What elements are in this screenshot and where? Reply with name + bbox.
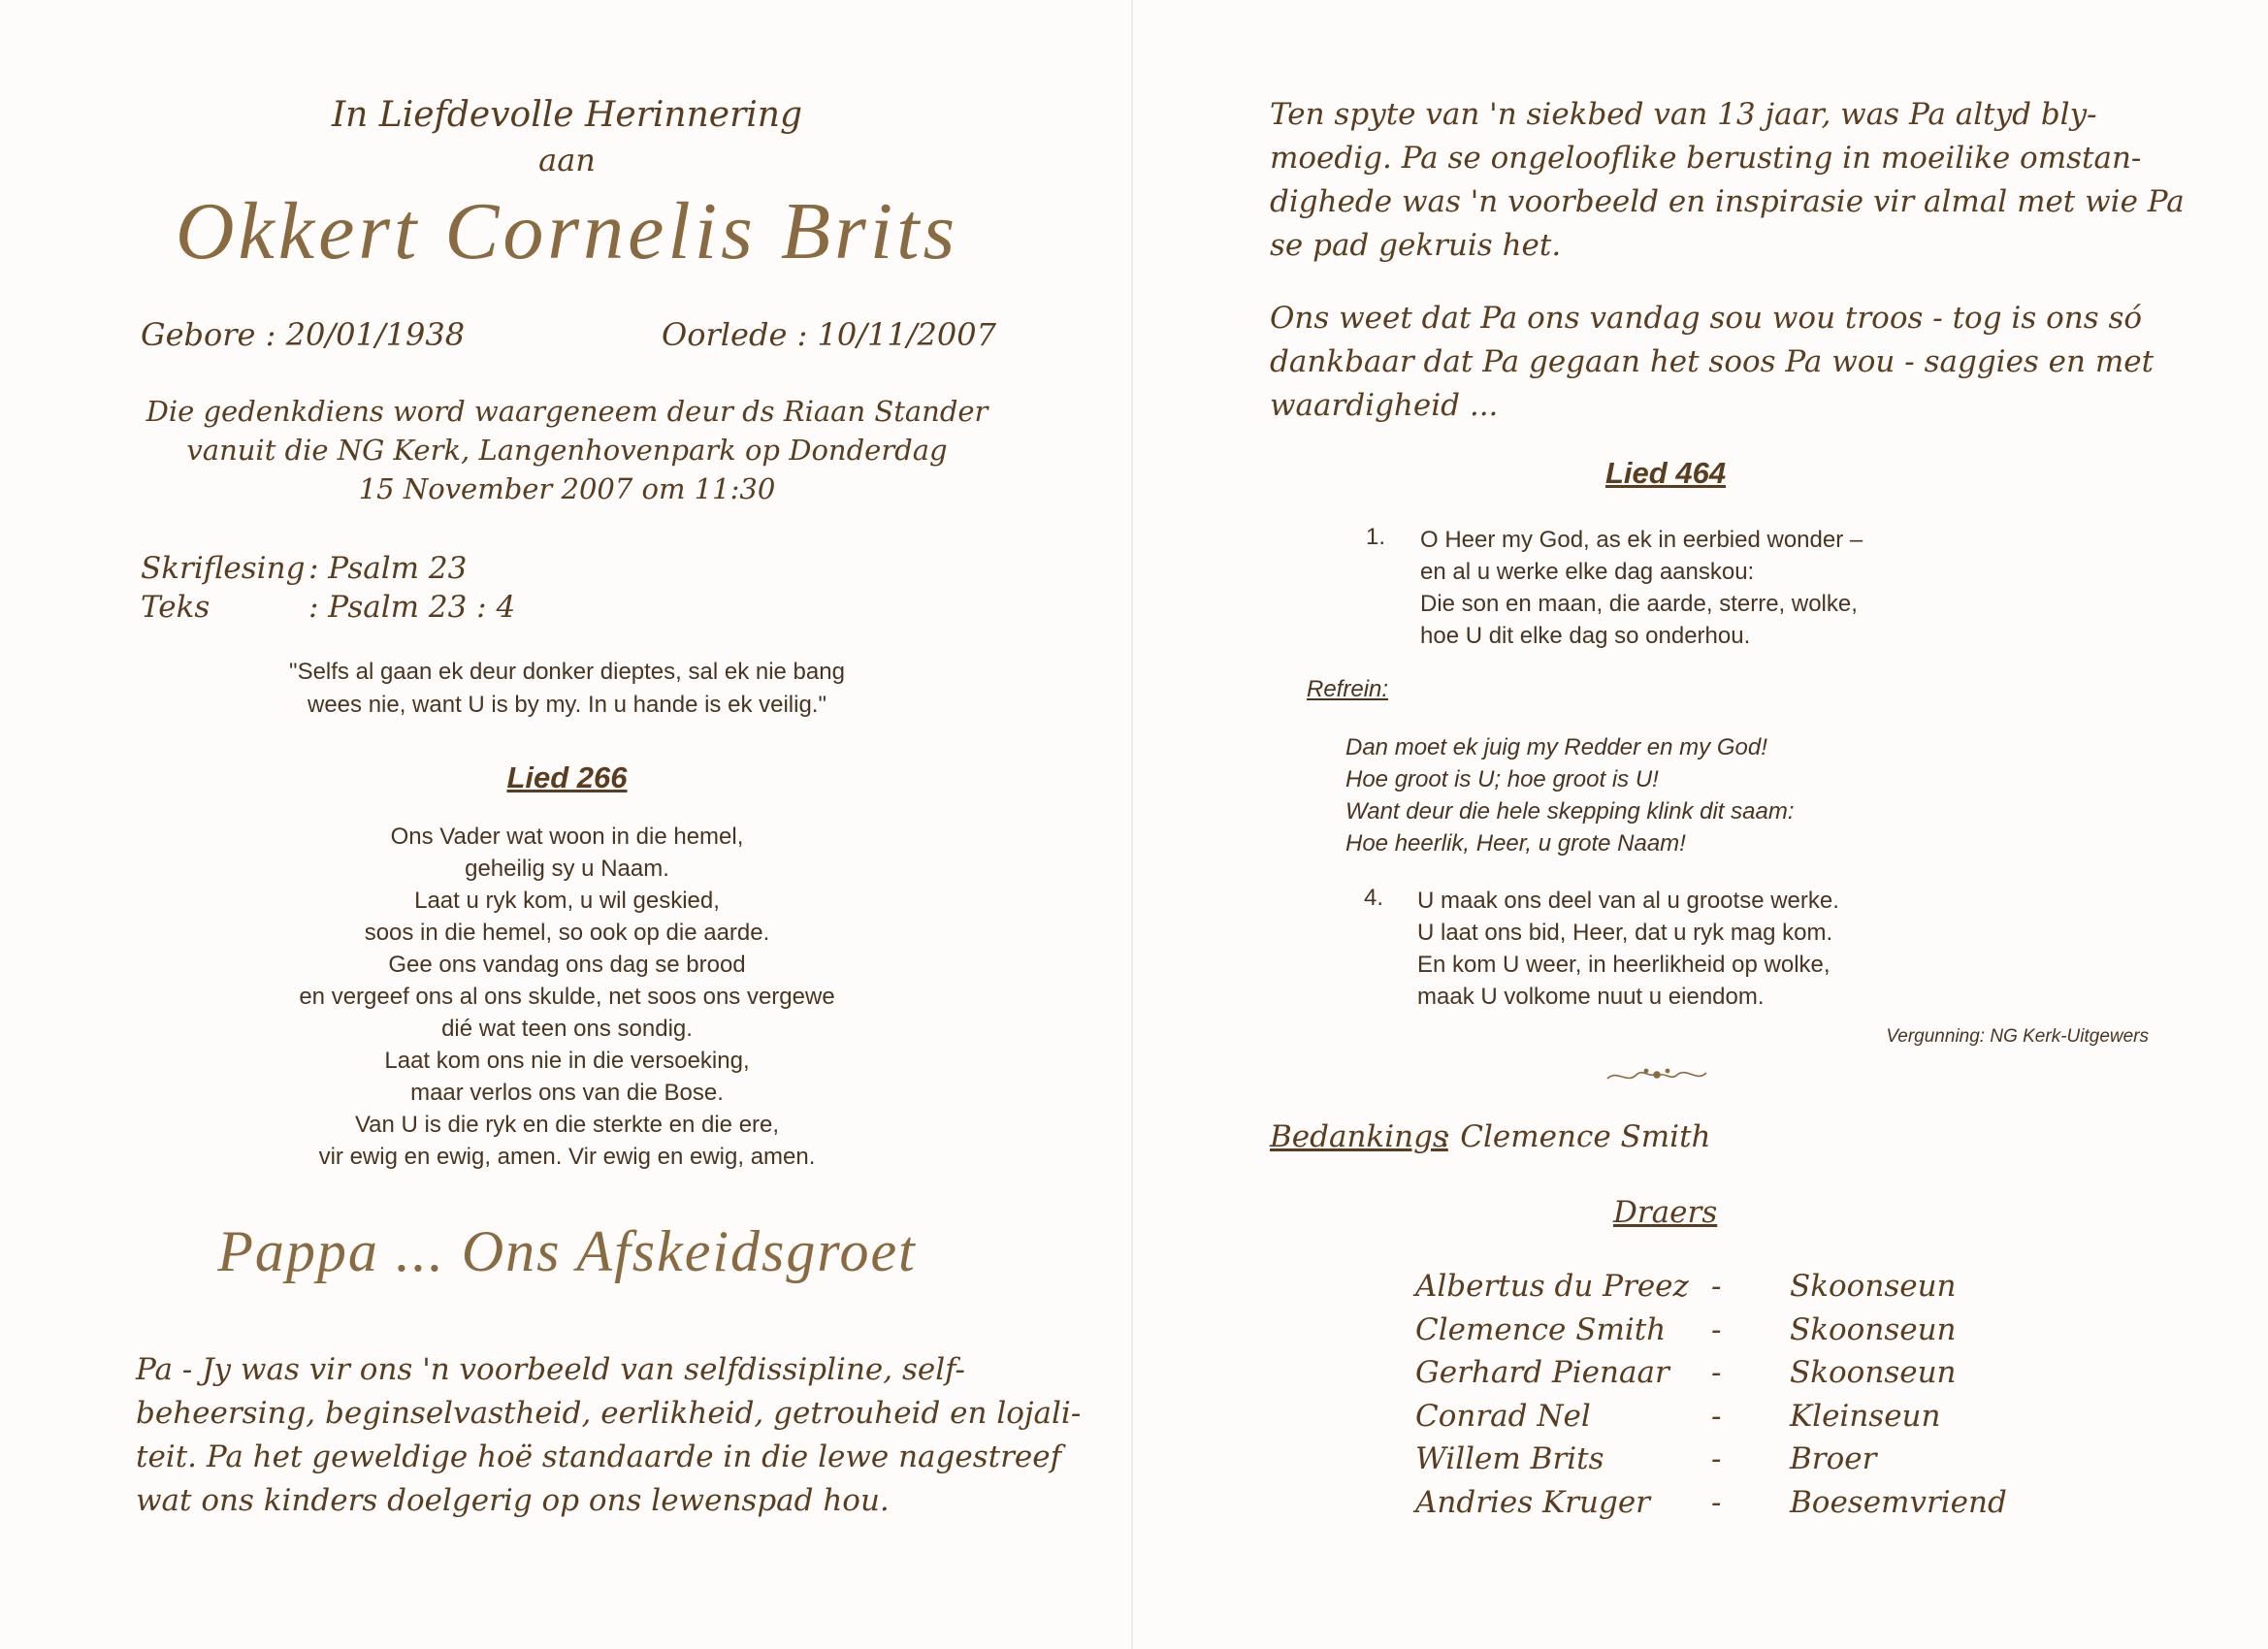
- tribute-paragraph-1: [1270, 93, 2185, 268]
- quote-line: wees nie, want U is by my. In u hande is ek veilig.": [308, 692, 826, 718]
- hymn-line: Van U is die ryk en die sterkte en die ere,: [354, 1112, 780, 1138]
- death-date: Oorlede : 10/11/2007: [662, 316, 996, 353]
- verse-line: Die son en maan, die aarde, sterre, wolke,: [1420, 591, 1858, 617]
- verse-1-number: 1.: [1366, 524, 1386, 550]
- farewell-line: Pa - Jy was vir ons 'n voorbeeld van selfdissipline, self-: [136, 1352, 965, 1387]
- bearer-name: Andries Kruger: [1415, 1484, 1650, 1520]
- scripture-quote: [58, 656, 1076, 722]
- bearer-dash: -: [1711, 1398, 1722, 1434]
- bearer-name: Gerhard Pienaar: [1415, 1355, 1669, 1390]
- bearer-relation: Skoonseun: [1790, 1269, 1957, 1304]
- quote-line: "Selfs al gaan ek deur donker dieptes, sal ek nie bang: [289, 659, 845, 685]
- hymn-line: Gee ons vandag ons dag se brood: [388, 952, 746, 978]
- service-line: Die gedenkdiens word waargeneem deur ds Riaan Stander: [146, 395, 988, 428]
- paragraph-line: se pad gekruis het.: [1270, 228, 1562, 263]
- service-line: 15 November 2007 om 11:30: [358, 472, 776, 505]
- farewell-line: beheersing, beginselvastheid, eerlikheid, getrouheid en lojali-: [136, 1396, 1082, 1431]
- bearer-relation: Skoonseun: [1790, 1355, 1957, 1390]
- hymn-line: geheilig sy u Naam.: [465, 856, 669, 882]
- bearer-relation: Kleinseun: [1790, 1398, 1941, 1434]
- farewell-line: teit. Pa het geweldige hoë standaarde in die lewe nagestreef: [136, 1439, 1062, 1474]
- hymn-464-title: Lied 464: [1605, 456, 1727, 490]
- hymn-line: en vergeef ons al ons skulde, net soos ons vergewe: [299, 984, 835, 1010]
- thanks-value: : Clemence Smith: [1441, 1119, 1711, 1154]
- verse-4-number: 4.: [1364, 885, 1384, 911]
- verse-line: en al u werke elke dag aanskou:: [1420, 559, 1755, 585]
- paragraph-line: dankbaar dat Pa gegaan het soos Pa wou - saggies en met: [1270, 344, 2155, 379]
- tribute-paragraph-2: [1270, 297, 2154, 428]
- scripture-value: : Psalm 23: [308, 551, 468, 586]
- ornament-divider-icon: [1604, 1065, 1710, 1086]
- refrain-line: Dan moet ek juig my Redder en my God!: [1345, 734, 1767, 760]
- hymn-line: vir ewig en ewig, amen. Vir ewig en ewig, amen.: [318, 1144, 816, 1170]
- refrain-line: Hoe groot is U; hoe groot is U!: [1345, 766, 1659, 792]
- birth-date: Gebore : 20/01/1938: [141, 316, 466, 353]
- scripture-label: Skriflesing: [141, 551, 306, 586]
- bearer-row: [1415, 1438, 2191, 1481]
- bearer-name: Conrad Nel: [1415, 1398, 1591, 1434]
- paragraph-line: Ten spyte van 'n siekbed van 13 jaar, was Pa altyd bly-: [1270, 97, 2097, 132]
- refrain-label: Refrein:: [1307, 676, 1389, 702]
- bearer-row: [1415, 1265, 2191, 1309]
- farewell-text: [136, 1348, 1081, 1523]
- bearer-dash: -: [1711, 1441, 1722, 1476]
- bearer-name: Willem Brits: [1415, 1441, 1604, 1476]
- refrain: [1345, 731, 1794, 859]
- hymn-line: Laat u ryk kom, u wil geskied,: [414, 888, 720, 914]
- verse-1: [1420, 524, 1863, 652]
- bearer-row: [1415, 1395, 2191, 1439]
- bearer-row: [1415, 1351, 2191, 1395]
- hymn-266-title: Lied 266: [506, 760, 628, 794]
- hymn-line: maar verlos ons van die Bose.: [410, 1080, 724, 1106]
- text-label: Teks: [141, 590, 211, 625]
- paragraph-line: dighede was 'n voorbeeld en inspirasie vir almal met wie Pa: [1270, 184, 2185, 219]
- bearer-name: Albertus du Preez: [1415, 1269, 1689, 1304]
- aan-line: aan: [538, 142, 596, 178]
- refrain-line: Want deur die hele skepping klink dit saam:: [1345, 798, 1795, 824]
- license-note: Vergunning: NG Kerk-Uitgewers: [1886, 1026, 2149, 1047]
- paragraph-line: moedig. Pa se ongelooflike berusting in moeilike omstan-: [1270, 141, 2142, 176]
- hymn-266-lyrics: [58, 821, 1076, 1173]
- bearer-dash: -: [1711, 1269, 1722, 1304]
- bearers-title: Draers: [1613, 1195, 1718, 1230]
- verse-line: U maak ons deel van al u grootse werke.: [1417, 888, 1839, 914]
- verse-line: hoe U dit elke dag so onderhou.: [1420, 623, 1751, 649]
- bearer-dash: -: [1711, 1355, 1722, 1390]
- bearer-dash: -: [1711, 1311, 1722, 1347]
- page-fold: [1131, 0, 1133, 1649]
- bearer-name: Clemence Smith: [1415, 1311, 1667, 1347]
- memorial-line: In Liefdevolle Herinnering: [331, 95, 803, 135]
- verse-line: O Heer my God, as ek in eerbied wonder –: [1420, 527, 1863, 553]
- farewell-title: Pappa ... Ons Afskeidsgroet: [217, 1219, 917, 1283]
- text-value: : Psalm 23 : 4: [308, 590, 516, 625]
- verse-line: maak U volkome nuut u eiendom.: [1417, 984, 1765, 1010]
- verse-4: [1417, 885, 1839, 1013]
- service-details: [58, 392, 1076, 508]
- hymn-line: Ons Vader wat woon in die hemel,: [390, 824, 744, 850]
- paragraph-line: Ons weet dat Pa ons vandag sou wou troos - tog is ons só: [1270, 301, 2143, 336]
- bearer-dash: -: [1711, 1484, 1722, 1520]
- refrain-line: Hoe heerlik, Heer, u grote Naam!: [1345, 830, 1686, 857]
- bearer-row: [1415, 1481, 2191, 1525]
- farewell-line: wat ons kinders doelgerig op ons lewenspad hou.: [136, 1483, 890, 1518]
- bearer-relation: Skoonseun: [1790, 1311, 1957, 1347]
- thanks-label: Bedankings: [1270, 1119, 1448, 1154]
- bearer-relation: Broer: [1790, 1441, 1877, 1476]
- verse-line: U laat ons bid, Heer, dat u ryk mag kom.: [1417, 920, 1833, 946]
- paragraph-line: waardigheid ...: [1270, 388, 1499, 423]
- bearers-list: [1415, 1265, 2191, 1524]
- bearer-relation: Boesemvriend: [1790, 1484, 2007, 1520]
- hymn-line: dié wat teen ons sondig.: [441, 1016, 693, 1042]
- right-page: [1134, 0, 2268, 1649]
- verse-line: En kom U weer, in heerlikheid op wolke,: [1417, 952, 1831, 978]
- service-line: vanuit die NG Kerk, Langenhovenpark op Donderdag: [186, 434, 948, 467]
- deceased-name: Okkert Cornelis Brits: [175, 186, 959, 276]
- hymn-line: soos in die hemel, so ook op die aarde.: [364, 920, 770, 946]
- hymn-line: Laat kom ons nie in die versoeking,: [384, 1048, 750, 1074]
- bearer-row: [1415, 1309, 2191, 1352]
